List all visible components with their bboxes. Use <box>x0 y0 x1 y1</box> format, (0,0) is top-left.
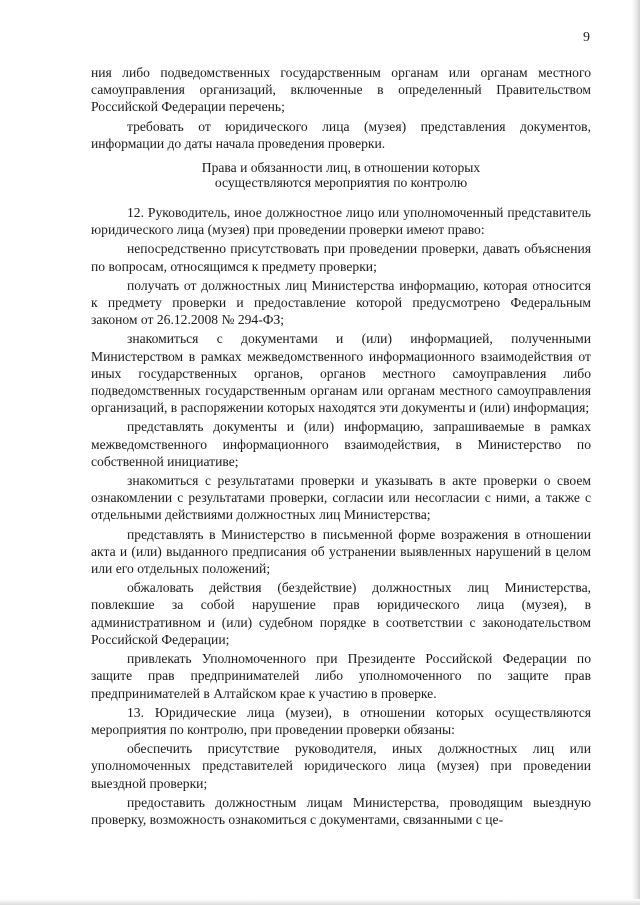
clause-12-item: привлекать Уполномоченного при Президенте Российской Федерации по защите прав предпринимателей либо уполномоченного по защите прав предпринимателей в Алтайском крае к участию в проверке. <box>91 651 591 701</box>
scan-bottom-shadow <box>0 899 640 905</box>
clause-12-item: получать от должностных лиц Министерства информацию, которая относится к предмету проверки и предоставление которой предусмотрено Федеральным законом от 26.12.2008 № 294-ФЗ; <box>91 277 591 328</box>
clause-13-item: предоставить должностным лицам Министерства, проводящим выездную проверку, возможность ознакомиться с документами, связанными с це- <box>91 794 591 827</box>
clause-12-intro: 12. Руководитель, иное должностное лицо или уполномоченный представитель юридического лица (музея) при проведении проверки имеют право: <box>91 205 591 238</box>
heading-line: осуществляются мероприятия по контролю <box>214 175 468 191</box>
clause-12-item: непосредственно присутствовать при проведении проверки, давать объяснения по вопросам, относящимся к предмету проверки; <box>91 241 591 274</box>
clause-13-item: обеспечить присутствие руководителя, иных должностных лиц или уполномоченных представителей юридического лица (музея) при проведении выездной проверки; <box>91 741 591 791</box>
page-number: 9 <box>583 30 590 45</box>
clause-12-item: представлять в Министерство в письменной форме возражения в отношении акта и (или) выданного предписания об устранении выявленных нарушений в целом или его отдельных положений; <box>91 526 591 577</box>
heading-line: Права и обязанности лиц, в отношении которых <box>201 160 481 176</box>
document-body <box>91 64 591 830</box>
paragraph: ния либо подведомственных государственным органам или органам местного самоуправления организаций, включенные в определенный Правительством Российской Федерации перечень; <box>91 65 591 115</box>
clause-12-item: знакомиться с документами и (или) информацией, полученными Министерством в рамках межведомственного информационного взаимодействия от иных государственных органов, органов местного самоуправления либо подведомственных государственным органам или органам местного самоуправления организаций, в распоряжении которых находятся эти документы и (или) информация; <box>91 331 591 416</box>
section-heading <box>91 160 591 190</box>
clause-13-intro: 13. Юридические лица (музеи), в отношении которых осуществляются мероприятия по контролю, при проведении проверки обязаны: <box>91 704 591 737</box>
clause-12-item: знакомиться с результатами проверки и указывать в акте проверки о своем ознакомлении с результатами проверки, согласии или несогласии с ними, а также с отдельными действиями должностных лиц Министерства; <box>91 473 591 523</box>
clause-12-item: обжаловать действия (бездействие) должностных лиц Министерства, повлекшие за собой нарушение прав юридического лица (музея), в административном и (или) судебном порядке в соответствии с законодательством Российской Федерации; <box>91 580 591 647</box>
scan-edge-shadow <box>632 0 640 905</box>
paragraph: требовать от юридического лица (музея) представления документов, информации до даты начала проведения проверки. <box>91 118 591 151</box>
clause-12-item: представлять документы и (или) информацию, запрашиваемые в рамках межведомственного информационного взаимодействия, в Министерство по собственной инициативе; <box>91 419 591 469</box>
